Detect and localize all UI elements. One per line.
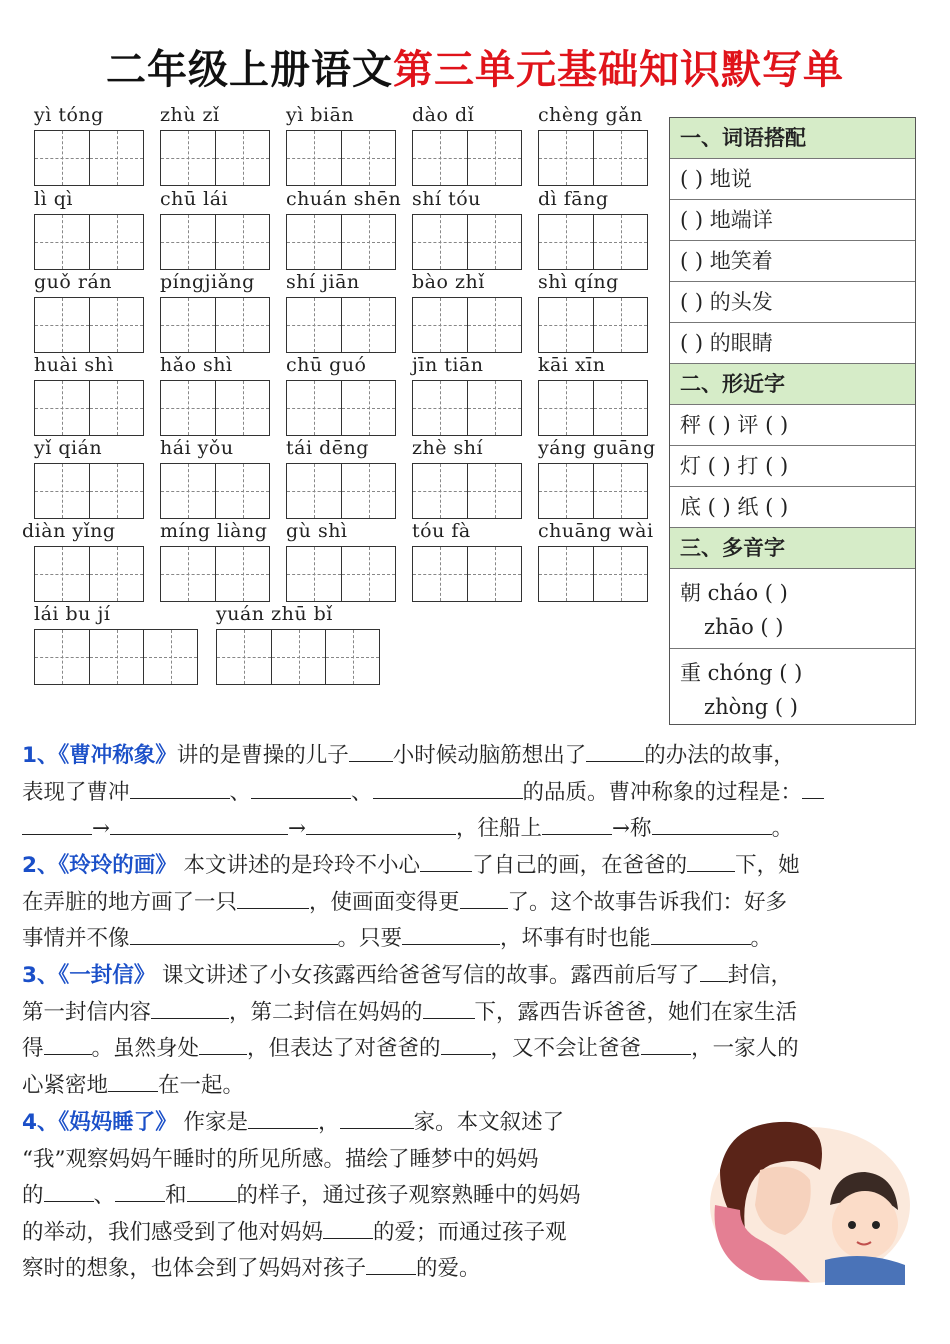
word-matching-item[interactable]: ( ) 地端详 (670, 200, 915, 241)
writing-box[interactable] (161, 381, 215, 435)
blank[interactable] (151, 998, 229, 1019)
pinyin-label: chuāng wài (538, 520, 654, 542)
passage-text: ，但表达了对爸爸的 (247, 1036, 441, 1061)
passage-3 (22, 958, 922, 1104)
child-face (832, 1191, 898, 1259)
passage-label: 2、《玲玲的画》 (22, 853, 177, 878)
pinyin-label: shí tóu (412, 188, 481, 210)
section-similar-chars-title: 二、形近字 (670, 364, 915, 405)
pinyin-label: chū lái (160, 188, 229, 210)
writing-box[interactable] (413, 298, 467, 352)
writing-box[interactable] (413, 547, 467, 601)
writing-box[interactable] (271, 630, 325, 684)
writing-box[interactable] (215, 464, 269, 518)
blank[interactable] (441, 1034, 491, 1055)
writing-box[interactable] (287, 547, 341, 601)
writing-box[interactable] (287, 298, 341, 352)
pinyin-label: chèng gǎn (538, 104, 643, 126)
blank[interactable] (652, 814, 772, 835)
writing-box[interactable] (593, 215, 647, 269)
writing-box[interactable] (161, 215, 215, 269)
writing-box[interactable] (539, 215, 593, 269)
writing-box[interactable] (325, 630, 379, 684)
blank[interactable] (199, 1034, 247, 1055)
pinyin-label: míng liàng (160, 520, 268, 542)
blank[interactable] (251, 778, 351, 799)
passage-text: 讲的是曹操的儿子 (176, 743, 349, 768)
pinyin-label: shí jiān (286, 271, 360, 293)
passage-text: 第一封信内容 (22, 999, 152, 1025)
blank[interactable] (366, 1254, 416, 1275)
child-clothes (825, 1256, 905, 1285)
writing-box[interactable] (35, 131, 89, 185)
passage-text: ，往船上 (456, 816, 543, 841)
pinyin-label: lái bu jí (34, 603, 111, 625)
pinyin-label: hái yǒu (160, 437, 234, 459)
blank[interactable] (44, 1034, 92, 1055)
pinyin-label: jīn tiān (412, 354, 484, 376)
passage-text: 的爱。 (416, 1256, 481, 1281)
writing-box[interactable] (215, 381, 269, 435)
passage-text: 、 (229, 779, 252, 805)
pinyin-label: tái dēng (286, 437, 369, 459)
writing-box[interactable] (467, 464, 521, 518)
writing-box[interactable] (89, 547, 143, 601)
writing-box[interactable] (161, 131, 215, 185)
writing-box[interactable] (89, 630, 143, 684)
pinyin-label: yì tóng (34, 104, 104, 126)
writing-boxes (160, 214, 270, 270)
word-matching-item[interactable]: ( ) 的头发 (670, 282, 915, 323)
writing-box[interactable] (539, 381, 593, 435)
passage-text: 了。这个故事告诉我们：好多 (507, 889, 788, 915)
passage-text: 事情并不像 (22, 926, 130, 951)
writing-box[interactable] (215, 547, 269, 601)
pinyin-label: dào dǐ (412, 104, 475, 126)
writing-boxes (34, 214, 144, 270)
blank[interactable] (420, 851, 472, 872)
title-grade: 二年级上册语文 (106, 47, 393, 93)
writing-box[interactable] (215, 298, 269, 352)
pinyin-label: chuán shēn (286, 188, 402, 210)
pinyin-label: diàn yǐng (22, 520, 116, 542)
writing-box[interactable] (593, 131, 647, 185)
writing-boxes (286, 214, 396, 270)
blank[interactable] (460, 888, 508, 909)
passage-2 (22, 848, 922, 958)
pinyin-label: píngjiǎng (160, 271, 255, 293)
writing-boxes (286, 130, 396, 186)
passage-text: 。虽然身处 (91, 1036, 200, 1061)
writing-box[interactable] (467, 131, 521, 185)
writing-box[interactable] (413, 464, 467, 518)
passage-text: ， (318, 1110, 340, 1135)
writing-box[interactable] (593, 464, 647, 518)
passage-text: 的 (22, 1183, 44, 1208)
writing-box[interactable] (341, 298, 395, 352)
writing-box[interactable] (287, 131, 341, 185)
blank[interactable] (340, 1108, 414, 1129)
writing-boxes (216, 629, 380, 685)
writing-boxes (286, 380, 396, 436)
pinyin-label: hǎo shì (160, 354, 233, 376)
writing-box[interactable] (467, 381, 521, 435)
blank[interactable] (687, 851, 735, 872)
passage-label: 4、《妈妈睡了》 (22, 1110, 177, 1135)
passage-text: ，一家人的 (691, 1036, 799, 1061)
writing-boxes (160, 130, 270, 186)
writing-boxes (412, 546, 522, 602)
passage-text: →称 (612, 816, 652, 841)
pinyin-label: kāi xīn (538, 354, 606, 376)
passage-text: 和 (165, 1183, 187, 1208)
writing-box[interactable] (539, 547, 593, 601)
blank[interactable] (130, 924, 338, 945)
similar-chars-item[interactable]: 底 ( ) 纸 ( ) (670, 487, 915, 528)
blank[interactable] (423, 998, 475, 1019)
page-title (0, 38, 950, 95)
passage-text: → (92, 816, 111, 841)
passage-text: 下，露西告诉爸爸，她们在家生活 (474, 999, 798, 1025)
polyphone-line[interactable]: zhòng ( ) (704, 695, 798, 719)
passage-text: → (288, 816, 307, 841)
pinyin-label: yáng guāng (538, 437, 656, 459)
blank[interactable] (700, 961, 728, 982)
writing-box[interactable] (215, 215, 269, 269)
passage-text: 本文讲述的是玲玲不小心 (176, 853, 421, 878)
writing-box[interactable] (89, 298, 143, 352)
passage-text: ，第二封信在妈妈的 (229, 999, 423, 1025)
polyphone-item (670, 649, 915, 729)
passage-text: 。 (750, 926, 773, 951)
writing-boxes (286, 546, 396, 602)
section-polyphone-title: 三、多音字 (670, 528, 915, 569)
child-eye (848, 1221, 856, 1229)
pinyin-label: tóu fà (412, 520, 471, 542)
word-matching-item[interactable]: ( ) 地说 (670, 159, 915, 200)
pinyin-label: shì qíng (538, 271, 619, 293)
writing-boxes (34, 297, 144, 353)
passage-text: 了自己的画，在爸爸的 (472, 853, 688, 878)
writing-boxes (412, 214, 522, 270)
passage-text: 的举动，我们感受到了他对妈妈 (22, 1219, 324, 1245)
passage-text: 得 (22, 1036, 44, 1061)
similar-chars-item[interactable]: 秤 ( ) 评 ( ) (670, 405, 915, 446)
writing-boxes (286, 463, 396, 519)
pinyin-label: chū guó (286, 354, 367, 376)
passage-text: 心紧密地 (22, 1072, 109, 1098)
writing-box[interactable] (217, 630, 271, 684)
writing-boxes (538, 130, 648, 186)
pinyin-label: huài shì (34, 354, 114, 376)
writing-box[interactable] (35, 381, 89, 435)
writing-boxes (160, 297, 270, 353)
writing-box[interactable] (161, 547, 215, 601)
writing-box[interactable] (413, 215, 467, 269)
passage-text: 。 (771, 816, 794, 841)
title-unit: 第三单元基础知识默写单 (393, 47, 844, 93)
blank[interactable] (130, 778, 230, 799)
section-word-matching-title: 一、词语搭配 (670, 118, 915, 159)
passage-text: “我”观察妈妈午睡时的所见所感。描绘了睡梦中的妈妈 (22, 1146, 539, 1172)
polyphone-line[interactable]: 朝 cháo ( ) (680, 581, 788, 605)
blank[interactable] (402, 924, 500, 945)
passage-text: 表现了曹冲 (22, 779, 130, 805)
pinyin-label: zhù zǐ (160, 104, 220, 126)
blank[interactable] (237, 888, 309, 909)
blank[interactable] (373, 778, 523, 799)
pinyin-label: guǒ rán (34, 271, 113, 293)
side-panel (669, 117, 916, 725)
word-matching-item[interactable]: ( ) 的眼睛 (670, 323, 915, 364)
passage-text: 课文讲述了小女孩露西给爸爸写信的故事。露西前后写了 (155, 963, 700, 988)
writing-box[interactable] (539, 131, 593, 185)
writing-box[interactable] (35, 547, 89, 601)
passage-text: ，坏事有时也能 (500, 926, 651, 951)
blank[interactable] (306, 814, 456, 835)
writing-boxes (160, 546, 270, 602)
writing-box[interactable] (35, 464, 89, 518)
passage-text: 察时的想象，也体会到了妈妈对孩子 (22, 1256, 367, 1281)
blank[interactable] (542, 814, 612, 835)
passage-text: 、 (351, 779, 373, 805)
writing-box[interactable] (215, 131, 269, 185)
passage-text: 下，她 (735, 853, 800, 878)
passage-text: 小时候动脑筋想出了 (392, 743, 587, 768)
blank[interactable] (586, 741, 644, 762)
blank[interactable] (651, 924, 751, 945)
writing-boxes (412, 297, 522, 353)
blank[interactable] (802, 778, 824, 799)
writing-box[interactable] (593, 547, 647, 601)
writing-boxes (538, 380, 648, 436)
passage-text: 作家是 (176, 1110, 249, 1135)
passage-text: 的样子，通过孩子观察熟睡中的妈妈 (236, 1183, 581, 1208)
pinyin-grid (22, 104, 662, 704)
blank[interactable] (22, 814, 92, 835)
writing-box[interactable] (413, 381, 467, 435)
writing-box[interactable] (341, 547, 395, 601)
polyphone-item (670, 569, 915, 649)
passage-text: 在弄脏的地方画了一只 (22, 889, 238, 915)
passage-4 (22, 1105, 682, 1288)
writing-boxes (34, 463, 144, 519)
blank[interactable] (108, 1071, 158, 1092)
blank[interactable] (44, 1181, 94, 1202)
writing-box[interactable] (593, 381, 647, 435)
passage-label: 1、《曹冲称象》 (22, 743, 177, 768)
writing-box[interactable] (341, 381, 395, 435)
writing-box[interactable] (287, 215, 341, 269)
writing-box[interactable] (287, 381, 341, 435)
pinyin-label: lì qì (34, 188, 73, 210)
word-matching-item[interactable]: ( ) 地笑着 (670, 241, 915, 282)
passage-1 (22, 738, 922, 848)
writing-boxes (160, 380, 270, 436)
passage-text: 在一起。 (158, 1072, 245, 1098)
writing-boxes (412, 380, 522, 436)
passage-text: ，使画面变得更 (309, 889, 460, 915)
writing-box[interactable] (467, 547, 521, 601)
writing-boxes (538, 463, 648, 519)
blank[interactable] (248, 1108, 318, 1129)
writing-boxes (160, 463, 270, 519)
polyphone-line[interactable]: zhāo ( ) (704, 615, 784, 639)
passage-text: 的爱；而通过孩子观 (373, 1219, 567, 1245)
pinyin-label: yuán zhū bǐ (216, 603, 333, 625)
writing-box[interactable] (467, 298, 521, 352)
blank[interactable] (187, 1181, 237, 1202)
pinyin-label: yì biān (286, 104, 355, 126)
passage-text: 。只要 (337, 926, 403, 951)
writing-boxes (412, 463, 522, 519)
writing-box[interactable] (143, 630, 197, 684)
writing-box[interactable] (161, 464, 215, 518)
writing-box[interactable] (341, 131, 395, 185)
writing-boxes (34, 629, 198, 685)
polyphone-line[interactable]: 重 chóng ( ) (680, 661, 803, 685)
writing-box[interactable] (287, 464, 341, 518)
pinyin-label: dì fāng (538, 188, 609, 210)
writing-box[interactable] (539, 298, 593, 352)
blank[interactable] (641, 1034, 691, 1055)
pinyin-label: yǐ qián (34, 437, 103, 459)
passage-text: 家。本文叙述了 (413, 1110, 565, 1135)
passage-text: 的品质。曹冲称象的过程是： (522, 779, 803, 805)
writing-boxes (34, 546, 144, 602)
writing-boxes (538, 297, 648, 353)
writing-box[interactable] (35, 630, 89, 684)
passage-label: 3、《一封信》 (22, 963, 156, 988)
writing-boxes (412, 130, 522, 186)
blank[interactable] (323, 1218, 373, 1239)
writing-box[interactable] (161, 298, 215, 352)
writing-box[interactable] (89, 464, 143, 518)
blank[interactable] (110, 814, 288, 835)
passage-text: 的办法的故事， (644, 743, 795, 768)
writing-box[interactable] (89, 215, 143, 269)
writing-boxes (538, 214, 648, 270)
similar-chars-item[interactable]: 灯 ( ) 打 ( ) (670, 446, 915, 487)
writing-box[interactable] (341, 215, 395, 269)
pinyin-label: bào zhǐ (412, 271, 485, 293)
blank[interactable] (115, 1181, 165, 1202)
writing-boxes (538, 546, 648, 602)
writing-box[interactable] (593, 298, 647, 352)
writing-box[interactable] (413, 131, 467, 185)
writing-box[interactable] (35, 298, 89, 352)
mother-child-illustration (700, 1110, 915, 1285)
pinyin-label: gù shì (286, 520, 348, 542)
passage-text: 、 (93, 1183, 116, 1208)
writing-box[interactable] (539, 464, 593, 518)
writing-box[interactable] (89, 131, 143, 185)
passage-text: ，又不会让爸爸 (490, 1036, 642, 1061)
child-eye (872, 1221, 880, 1229)
writing-box[interactable] (341, 464, 395, 518)
writing-box[interactable] (35, 215, 89, 269)
writing-boxes (34, 380, 144, 436)
passage-text: 封信， (727, 963, 793, 988)
writing-boxes (286, 297, 396, 353)
writing-boxes (34, 130, 144, 186)
writing-box[interactable] (467, 215, 521, 269)
writing-box[interactable] (89, 381, 143, 435)
blank[interactable] (349, 741, 393, 762)
pinyin-label: zhè shí (412, 437, 484, 459)
